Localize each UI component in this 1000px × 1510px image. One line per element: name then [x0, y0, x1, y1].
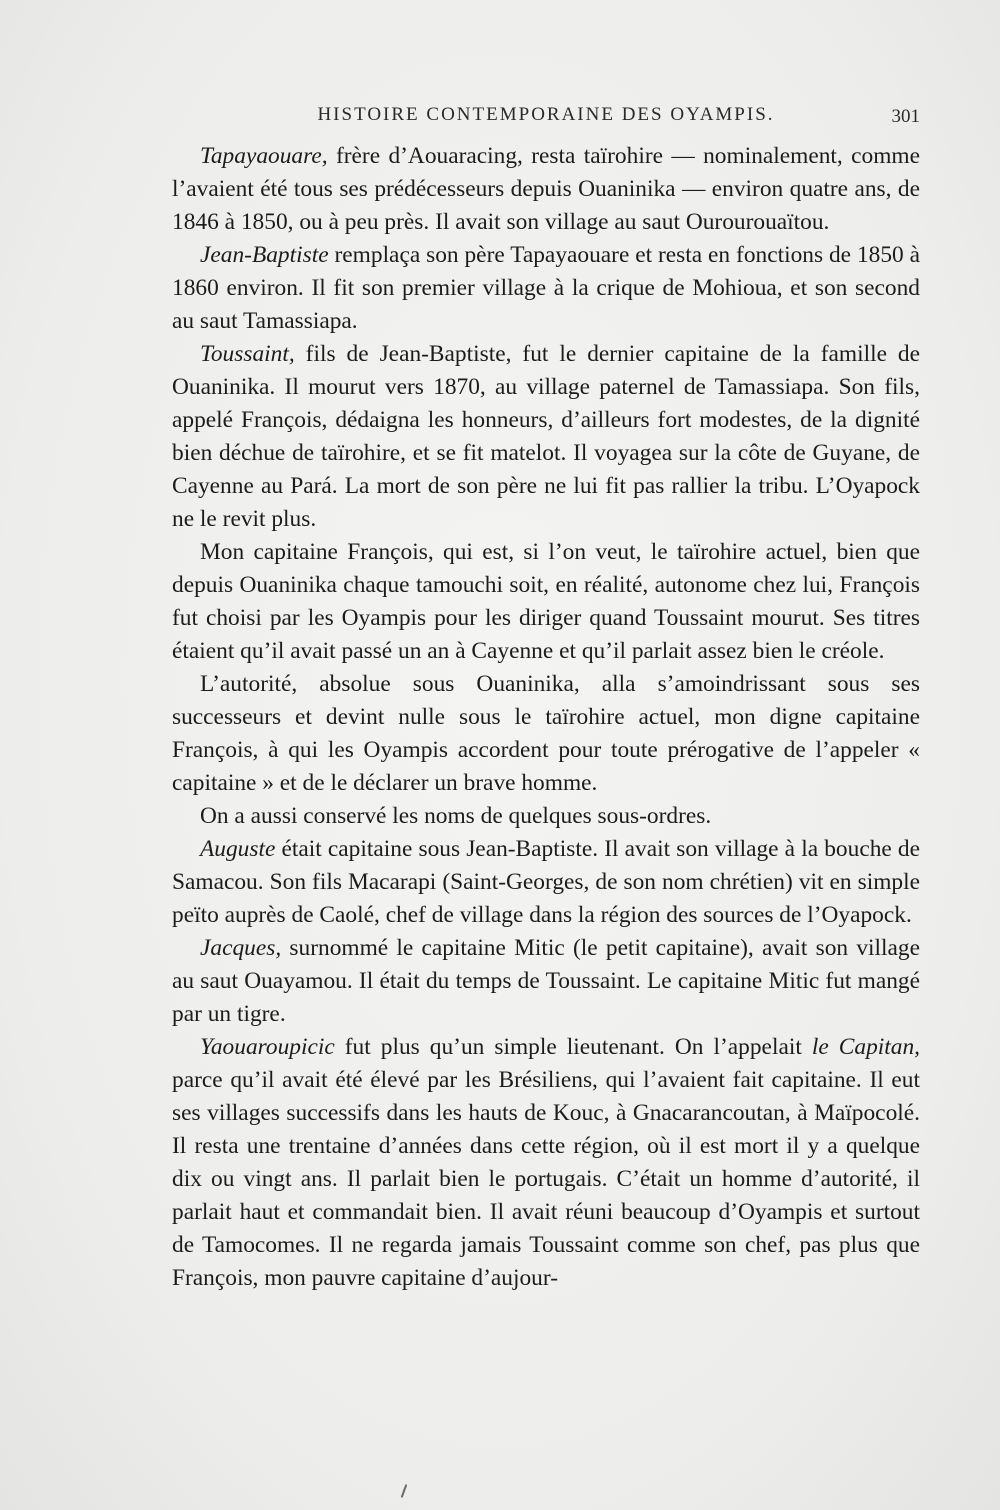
paragraph-text: On a aussi conservé les noms de quelques sous-ordres.	[200, 803, 712, 829]
paragraph-text: frère d’Aouaracing, resta taïrohire — nominalement, comme l’avaient été tous ses prédécesseurs depuis Ouaninika — environ quatre ans, de 1846 à 1850, ou à peu près. Il avait son village au saut Ourourouaïtou.	[172, 143, 920, 235]
paragraph-text: Mon capitaine François, qui est, si l’on veut, le taïrohire actuel, bien que depuis Ouaninika chaque tamouchi soit, en réalité, autonome chez lui, François fut choisi par les Oyampis pour les diriger quand Toussaint mourut. Ses titres étaient qu’il avait passé un an à Cayenne et qu’il parlait assez bien le créole.	[172, 539, 920, 664]
paragraph-yaouaroupicic	[172, 1031, 920, 1295]
body-text	[172, 140, 920, 1295]
running-head	[172, 104, 920, 132]
paragraph-text: était capitaine sous Jean-Baptiste. Il avait son village à la bouche de Samacou. Son fils Macarapi (Saint-Georges, de son nom chrétien) vit en simple peïto auprès de Caolé, chef de village dans la région des sources de l’Oyapock.	[172, 836, 920, 928]
paragraph-text: remplaça son père Tapayaouare et resta en fonctions de 1850 à 1860 environ. Il fit son premier village à la crique de Mohioua, et son second au saut Tamassiapa.	[172, 242, 920, 334]
paragraph-tapayaouare	[172, 140, 920, 239]
paragraph-text: fut plus qu’un simple lieutenant. On l’appelait	[334, 1034, 812, 1060]
paragraph-francois	[172, 536, 920, 668]
paragraph-text: fils de Jean-Baptiste, fut le dernier capitaine de la famille de Ouaninika. Il mourut vers 1870, au village paternel de Tamassiapa. Son fils, appelé François, dédaigna les honneurs, d’ailleurs fort modestes, de la dignité bien déchue de taïrohire, et se fit matelot. Il voyagea sur la côte de Guyane, de Cayenne au Pará. La mort de son père ne lui fit pas rallier la tribu. L’Oyapock ne le revit plus.	[172, 341, 920, 532]
paragraph-jacques	[172, 932, 920, 1031]
paragraph-jean-baptiste	[172, 239, 920, 338]
paragraph-lead-name: Toussaint,	[200, 341, 295, 367]
paragraph-emphasis: le Capitan,	[811, 1034, 920, 1060]
paragraph-sous-ordres	[172, 800, 920, 833]
page-number: 301	[891, 106, 920, 127]
paper-speck	[401, 1484, 408, 1498]
paragraph-text: surnommé le capitaine Mitic (le petit capitaine), avait son village au saut Ouayamou. Il était du temps de Toussaint. Le capitaine Mitic fut mangé par un tigre.	[172, 935, 920, 1027]
paragraph-text-tail: parce qu’il avait été élevé par les Brésiliens, qui l’avaient fait capitaine. Il eut ses villages successifs dans les hauts de Kouc, à Gnacarancoutan, à Maïpocolé. Il resta une trentaine d’années dans cette région, où il est mort il y a quelque dix ou vingt ans. Il parlait bien le portugais. C’était un homme d’autorité, il parlait haut et commandait bien. Il avait réuni beaucoup d’Oyampis et surtout de Tamocomes. Il ne regarda jamais Toussaint comme son chef, pas plus que François, mon pauvre capitaine d’aujour-	[172, 1067, 920, 1291]
paragraph-lead-name: Auguste	[200, 836, 276, 862]
paragraph-autorite	[172, 668, 920, 800]
paragraph-lead-name: Tapayaouare,	[200, 143, 328, 169]
paragraph-toussaint	[172, 338, 920, 536]
paragraph-text: L’autorité, absolue sous Ouaninika, alla s’amoindrissant sous ses successeurs et devint nulle sous le taïrohire actuel, mon digne capitaine François, à qui les Oyampis accordent pour toute prérogative de l’appeler « capitaine » et de le déclarer un brave homme.	[172, 671, 920, 796]
paragraph-auguste	[172, 833, 920, 932]
paragraph-lead-name: Jacques,	[200, 935, 282, 961]
paragraph-lead-name: Jean-Baptiste	[200, 242, 329, 268]
paragraph-lead-name: Yaouaroupicic	[200, 1034, 335, 1060]
running-title: HISTOIRE CONTEMPORAINE DES OYAMPIS.	[317, 104, 775, 125]
